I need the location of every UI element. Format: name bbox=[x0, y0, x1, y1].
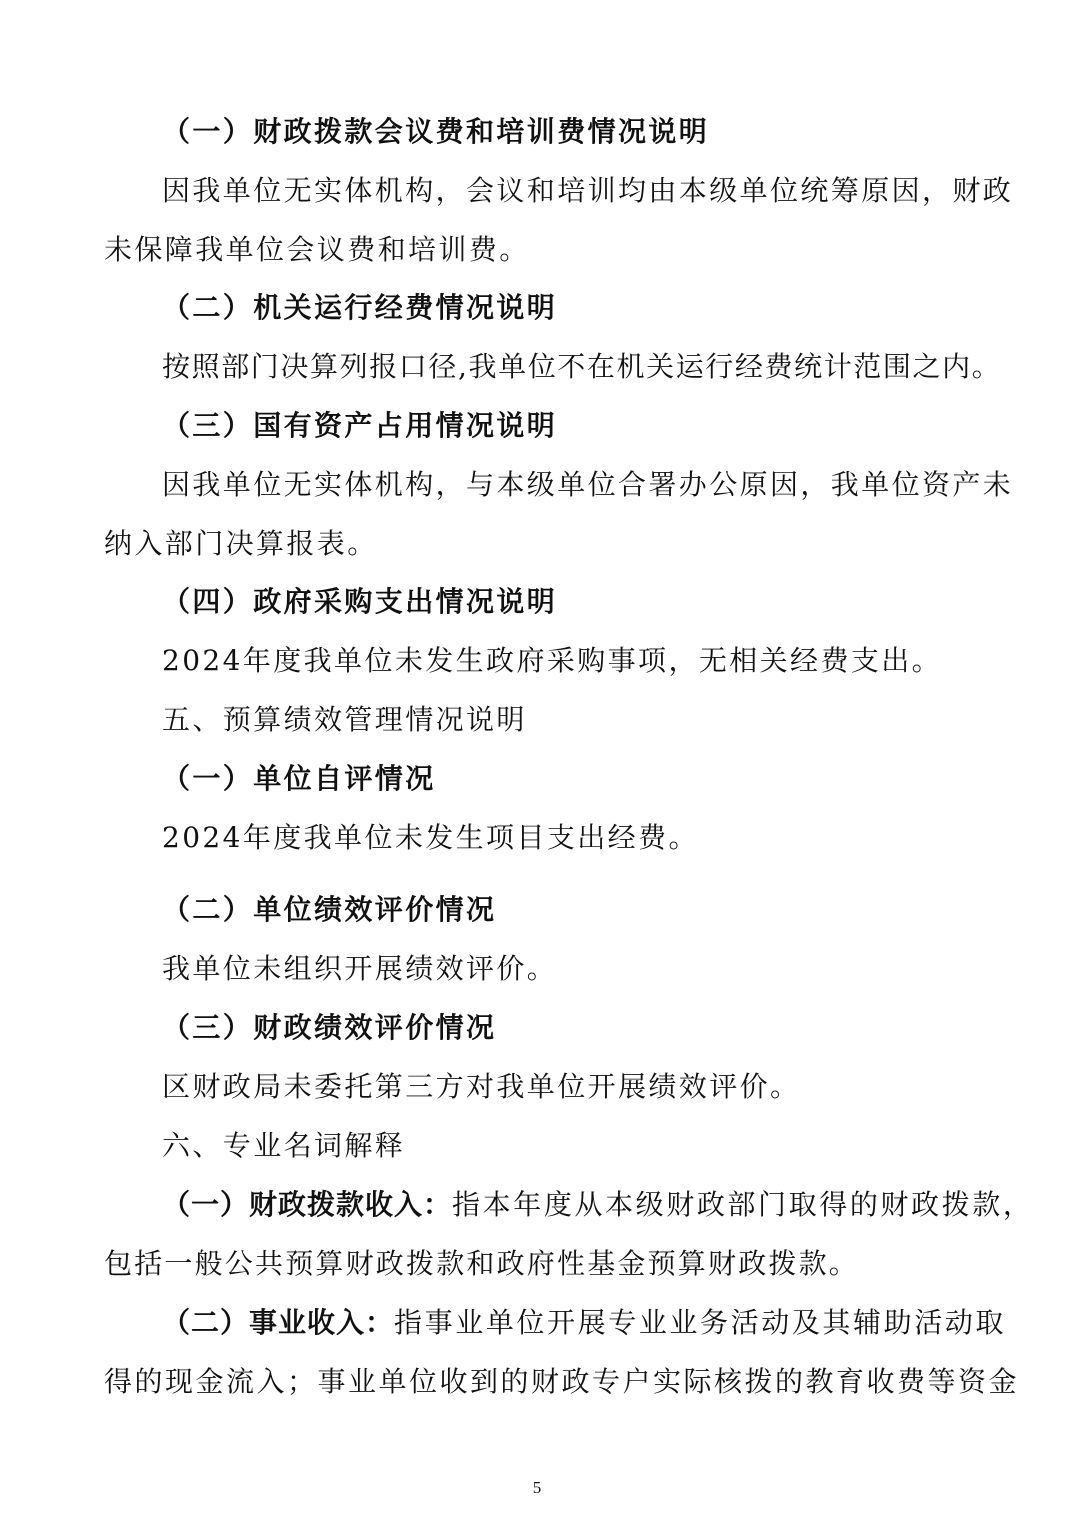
paragraph-text: 包括一般公共预算财政拨款和政府性基金预算财政拨款。 bbox=[104, 1247, 860, 1280]
definition-text: 指事业单位开展专业业务活动及其辅助活动取 bbox=[394, 1306, 1007, 1339]
paragraph-text: 区财政局未委托第三方对我单位开展绩效评价。 bbox=[162, 1070, 801, 1103]
chapter-heading: 五、预算绩效管理情况说明 bbox=[162, 703, 527, 736]
definition-term: （二）事业收入： bbox=[162, 1306, 395, 1339]
section-heading: （二）单位绩效评价情况 bbox=[162, 893, 497, 926]
section-heading: （三）国有资产占用情况说明 bbox=[162, 409, 558, 442]
definition-text: 指本年度从本级财政部门取得的财政拨款， bbox=[452, 1188, 1034, 1221]
paragraph-text: 得的现金流入；事业单位收到的财政专户实际核拨的教育收费等资金 bbox=[104, 1365, 1020, 1398]
paragraph-text: 纳入部门决算报表。 bbox=[104, 527, 378, 560]
paragraph-text: 未保障我单位会议费和培训费。 bbox=[104, 233, 530, 266]
paragraph-text: 按照部门决算列报口径,我单位不在机关运行经费统计范围之内。 bbox=[162, 350, 1002, 383]
paragraph-text: 我单位未组织开展绩效评价。 bbox=[162, 952, 558, 985]
definition-paragraph bbox=[162, 1187, 1034, 1223]
section-heading: （一）单位自评情况 bbox=[162, 762, 436, 795]
paragraph-text: 2024年度我单位未发生项目支出经费。 bbox=[162, 821, 699, 854]
page-number: 5 bbox=[532, 1478, 542, 1497]
section-heading: （四）政府采购支出情况说明 bbox=[162, 585, 558, 618]
section-heading: （三）财政绩效评价情况 bbox=[162, 1011, 497, 1044]
section-heading: （二）机关运行经费情况说明 bbox=[162, 291, 558, 324]
section-heading: （一）财政拨款会议费和培训费情况说明 bbox=[162, 115, 710, 148]
paragraph-text: 因我单位无实体机构，会议和培训均由本级单位统筹原因，财政 bbox=[162, 174, 1014, 207]
paragraph-text: 因我单位无实体机构，与本级单位合署办公原因，我单位资产未 bbox=[162, 468, 1014, 501]
paragraph-text: 2024年度我单位未发生政府采购事项，无相关经费支出。 bbox=[162, 644, 943, 677]
definition-term: （一）财政拨款收入： bbox=[162, 1188, 453, 1221]
chapter-heading: 六、专业名词解释 bbox=[162, 1129, 406, 1162]
definition-paragraph bbox=[162, 1305, 1007, 1341]
